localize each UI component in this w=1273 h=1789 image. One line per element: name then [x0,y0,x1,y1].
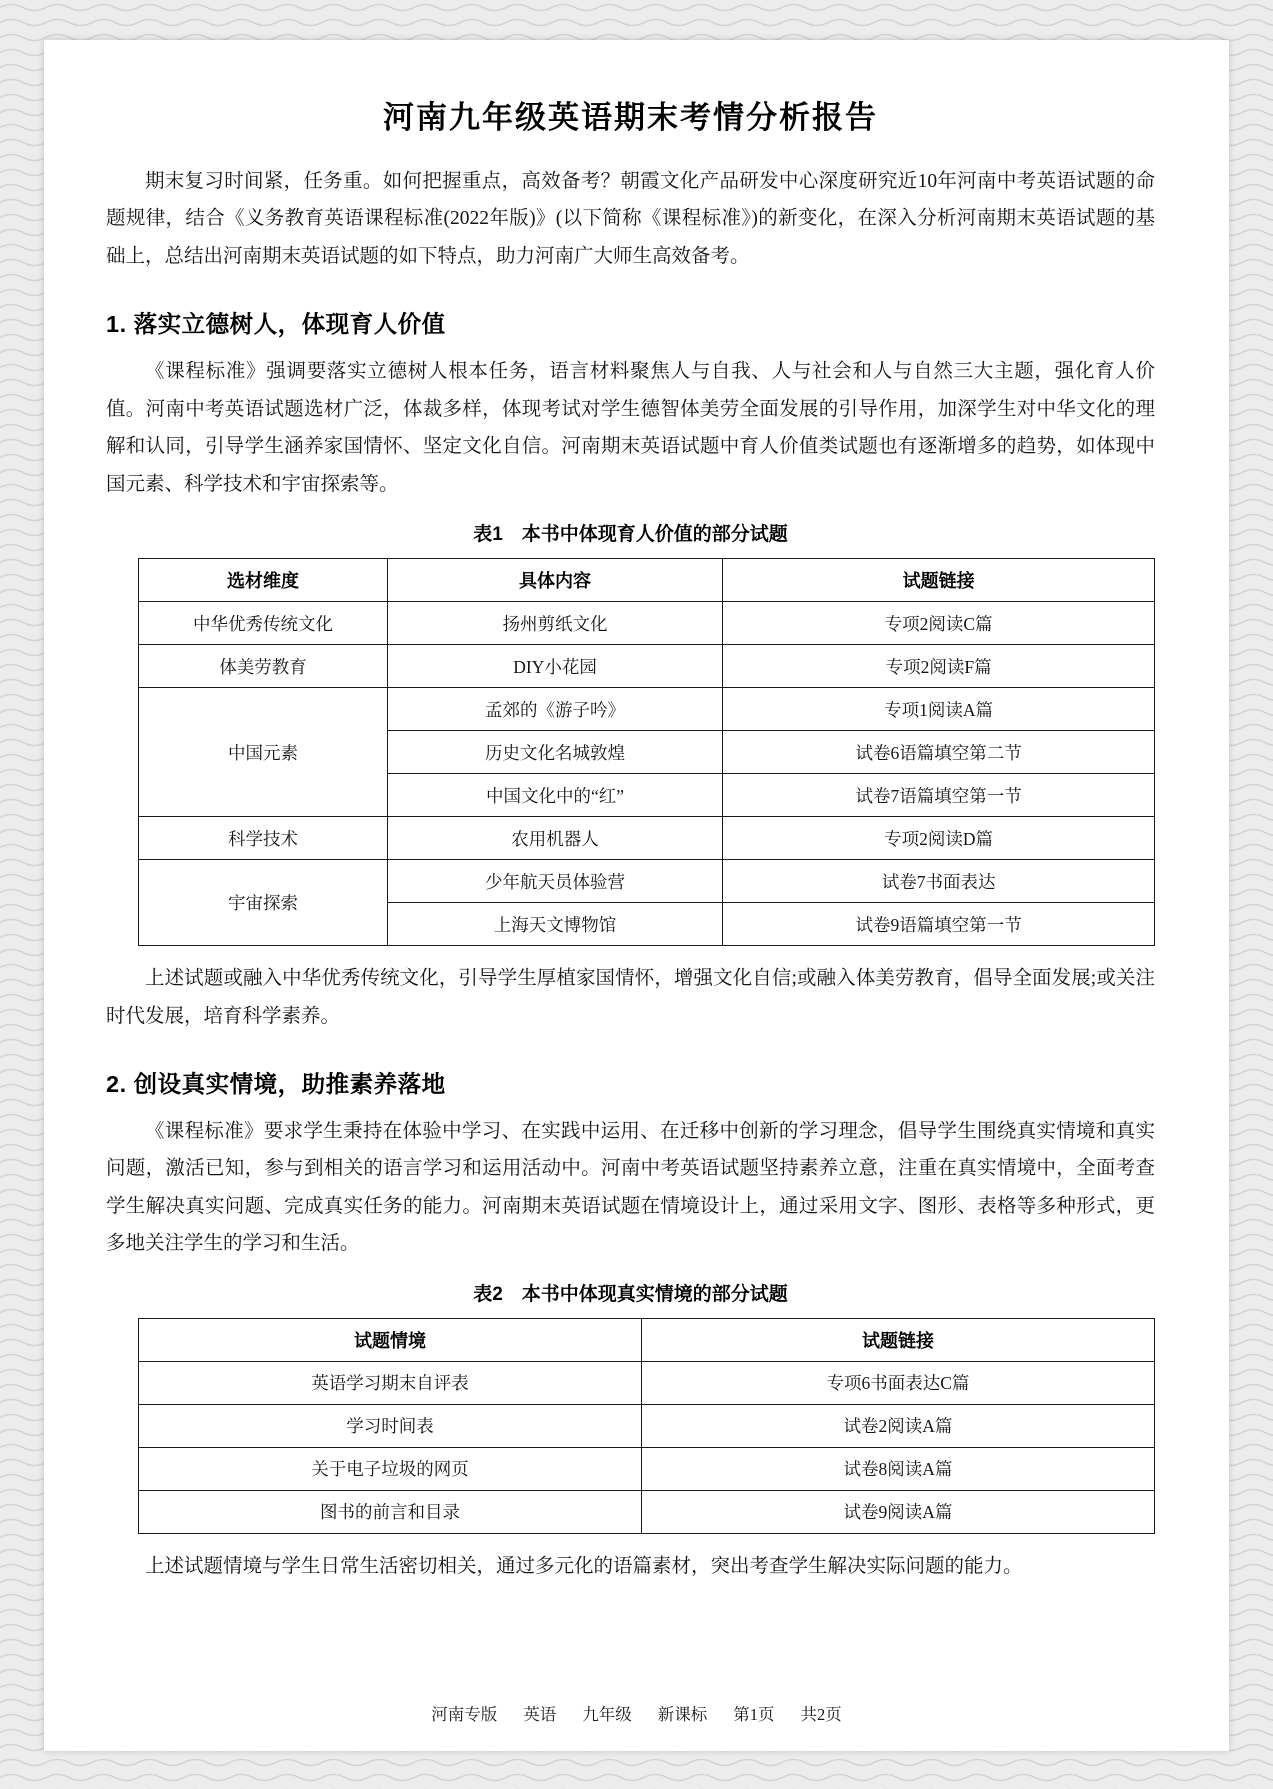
cell-content: 历史文化名城敦煌 [387,731,722,774]
cell-dimension: 体美劳教育 [139,645,388,688]
cell-link: 试卷8阅读A篇 [641,1447,1154,1490]
table-row [139,1447,1155,1490]
cell-link: 专项6书面表达C篇 [641,1361,1154,1404]
table1-header-dimension: 选材维度 [139,559,388,602]
footer-standard: 新课标 [657,1705,708,1724]
table1-header-content: 具体内容 [387,559,722,602]
footer-subject: 英语 [523,1705,557,1724]
section-1-paragraph: 《课程标准》强调要落实立德树人根本任务，语言材料聚焦人与自我、人与社会和人与自然三大主题，强化育人价值。河南中考英语试题选材广泛，体裁多样，体现考试对学生德智体美劳全面发展的引导作用，加深学生对中华文化的理解和认同，引导学生涵养家国情怀、坚定文化自信。河南期末英语试题中育人价值类试题也有逐渐增多的趋势，如体现中国元素、科学技术和宇宙探索等。 [106,361,1155,495]
section-2-paragraph: 《课程标准》要求学生秉持在体验中学习、在实践中运用、在迁移中创新的学习理念，倡导学生围绕真实情境和真实问题，激活已知，参与到相关的语言学习和运用活动中。河南中考英语试题坚持素养立意，注重在真实情境中，全面考查学生解决真实问题、完成真实任务的能力。河南期末英语试题在情境设计上，通过采用文字、图形、表格等多种形式，更多地关注学生的学习和生活。 [106,1120,1155,1255]
table-row [139,1490,1155,1533]
cell-link: 试卷7书面表达 [723,860,1155,903]
cell-content: 少年航天员体验营 [387,860,722,903]
table2-real-situations [138,1318,1155,1534]
table2-caption: 表2 本书中体现真实情境的部分试题 [473,1283,788,1305]
cell-link: 试卷9语篇填空第一节 [723,903,1155,946]
document-page [44,40,1229,1751]
table-row [139,860,1155,903]
table-row [139,645,1155,688]
cell-link: 专项1阅读A篇 [723,688,1155,731]
cell-content: 中国文化中的“红” [387,774,722,817]
section-1-summary-paragraph: 上述试题或融入中华优秀传统文化，引导学生厚植家国情怀，增强文化自信;或融入体美劳教育，倡导全面发展;或关注时代发展，培育科学素养。 [106,968,1155,1027]
section-2-heading: 2. 创设真实情境，助推素养落地 [106,1070,446,1097]
page-title: 河南九年级英语期末考情分析报告 [383,100,878,135]
cell-link: 试卷2阅读A篇 [641,1404,1154,1447]
section-2-summary-paragraph: 上述试题情境与学生日常生活密切相关，通过多元化的语篇素材，突出考查学生解决实际问题的能力。 [145,1555,1023,1577]
table1-header-row [139,559,1155,602]
footer-page-total: 共2页 [800,1705,842,1724]
intro-paragraph: 期末复习时间紧，任务重。如何把握重点，高效备考？朝霞文化产品研发中心深度研究近10年河南中考英语试题的命题规律，结合《义务教育英语课程标准(2022年版)》(以下简称《课程标准》)的新变化，在深入分析河南期末英语试题的基础上，总结出河南期末英语试题的如下特点，助力河南广大师生高效备考。 [106,171,1155,267]
table2-header-row [139,1318,1155,1361]
cell-link: 专项2阅读C篇 [723,602,1155,645]
footer-page-number: 第1页 [733,1705,775,1724]
table2-header-link: 试题链接 [641,1318,1154,1361]
cell-dimension: 宇宙探索 [139,860,388,946]
cell-dimension: 科学技术 [139,817,388,860]
cell-content: 农用机器人 [387,817,722,860]
cell-situation: 关于电子垃圾的网页 [139,1447,642,1490]
cell-situation: 图书的前言和目录 [139,1490,642,1533]
footer-grade: 九年级 [582,1705,632,1724]
footer-edition: 河南专版 [431,1705,498,1724]
table-row [139,602,1155,645]
cell-link: 专项2阅读D篇 [723,817,1155,860]
table1-educational-value [138,558,1155,946]
table1-caption: 表1 本书中体现育人价值的部分试题 [473,524,788,546]
page-footer [44,1701,1229,1725]
cell-content: 上海天文博物馆 [387,903,722,946]
table2-header-situation: 试题情境 [139,1318,642,1361]
table-row [139,688,1155,731]
cell-content: 扬州剪纸文化 [387,602,722,645]
cell-link: 试卷6语篇填空第二节 [723,731,1155,774]
cell-link: 试卷9阅读A篇 [641,1490,1154,1533]
cell-dimension: 中华优秀传统文化 [139,602,388,645]
table1-header-link: 试题链接 [723,559,1155,602]
cell-content: 孟郊的《游子吟》 [387,688,722,731]
cell-situation: 学习时间表 [139,1404,642,1447]
cell-situation: 英语学习期末自评表 [139,1361,642,1404]
cell-link: 专项2阅读F篇 [723,645,1155,688]
cell-dimension: 中国元素 [139,688,388,817]
table-row [139,1404,1155,1447]
table-row [139,817,1155,860]
section-1-heading: 1. 落实立德树人，体现育人价值 [106,311,446,338]
table-row [139,1361,1155,1404]
cell-link: 试卷7语篇填空第一节 [723,774,1155,817]
cell-content: DIY小花园 [387,645,722,688]
